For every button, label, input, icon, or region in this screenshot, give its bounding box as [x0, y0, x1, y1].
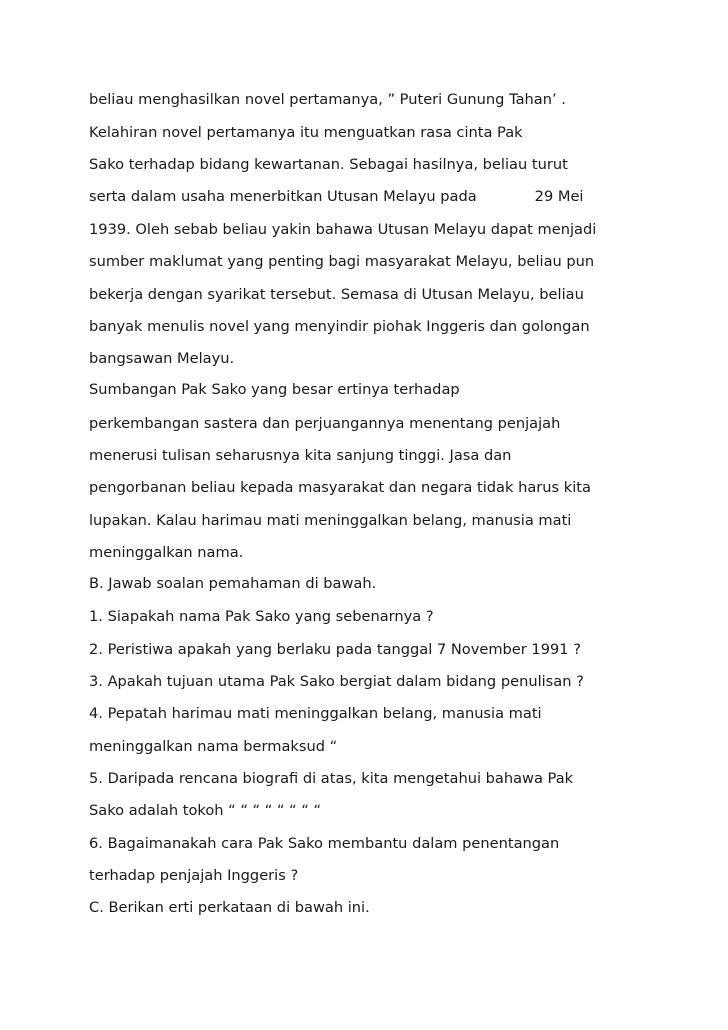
question-4: 4. Pepatah harimau mati meninggalkan belang, manusia mati — [89, 705, 542, 722]
text-line: beliau menghasilkan novel pertamanya, ” Puteri Gunung Tahan’ . — [89, 91, 566, 108]
text-line: lupakan. Kalau harimau mati meninggalkan belang, manusia mati — [89, 512, 572, 529]
question-5-continued: Sako adalah tokoh “ “ “ “ “ “ “ “ — [89, 802, 322, 819]
text-line: menerusi tulisan seharusnya kita sanjung tinggi. Jasa dan — [89, 447, 512, 464]
section-heading-c: C. Berikan erti perkataan di bawah ini. — [89, 899, 370, 916]
text-line: perkembangan sastera dan perjuangannya menentang penjajah — [89, 415, 561, 432]
question-4-continued: meninggalkan nama bermaksud “ — [89, 738, 338, 755]
text-line: Kelahiran novel pertamanya itu menguatkan rasa cinta Pak — [89, 124, 523, 141]
question-6-continued: terhadap penjajah Inggeris ? — [89, 867, 299, 884]
text-line: bekerja dengan syarikat tersebut. Semasa di Utusan Melayu, beliau — [89, 286, 584, 303]
section-heading-b: B. Jawab soalan pemahaman di bawah. — [89, 575, 377, 592]
text-line: sumber maklumat yang penting bagi masyarakat Melayu, beliau pun — [89, 253, 595, 270]
text-line: bangsawan Melayu. — [89, 350, 235, 367]
question-3: 3. Apakah tujuan utama Pak Sako bergiat dalam bidang penulisan ? — [89, 673, 584, 690]
text-line: pengorbanan beliau kepada masyarakat dan negara tidak harus kita — [89, 479, 591, 496]
text-line: banyak menulis novel yang menyindir piohak Inggeris dan golongan — [89, 318, 590, 335]
date-text: 29 Mei — [534, 188, 584, 205]
text-line: meninggalkan nama. — [89, 544, 244, 561]
text-line-with-date — [89, 188, 584, 206]
question-6: 6. Bagaimanakah cara Pak Sako membantu dalam penentangan — [89, 835, 560, 852]
question-2: 2. Peristiwa apakah yang berlaku pada tanggal 7 November 1991 ? — [89, 641, 581, 658]
text-line: Sumbangan Pak Sako yang besar ertinya terhadap — [89, 381, 460, 398]
question-5: 5. Daripada rencana biografi di atas, kita mengetahui bahawa Pak — [89, 770, 574, 787]
text-line: 1939. Oleh sebab beliau yakin bahawa Utusan Melayu dapat menjadi — [89, 221, 597, 238]
question-1: 1. Siapakah nama Pak Sako yang sebenarnya ? — [89, 608, 434, 625]
text-line: Sako terhadap bidang kewartanan. Sebagai hasilnya, beliau turut — [89, 156, 568, 173]
text-segment: serta dalam usaha menerbitkan Utusan Melayu pada — [89, 188, 477, 205]
